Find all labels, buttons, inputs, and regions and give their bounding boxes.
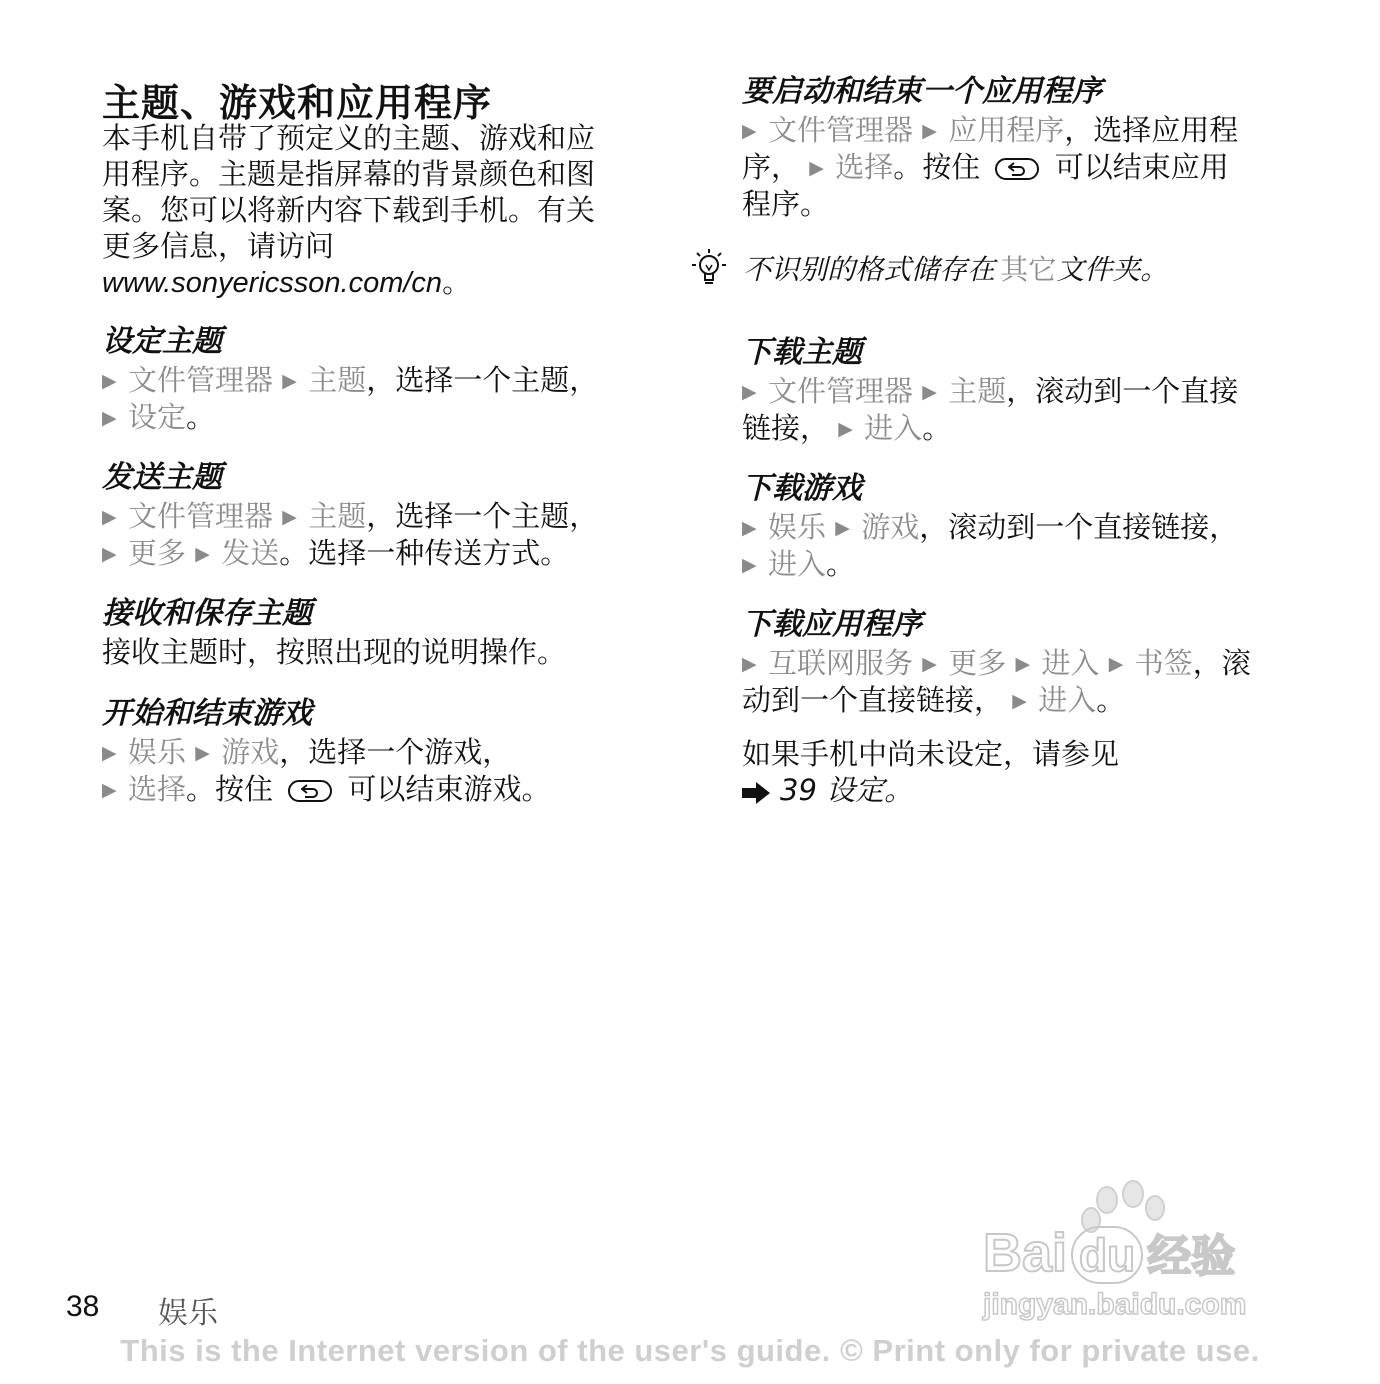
- instruction-line: [742, 682, 1302, 719]
- menu-arrow-icon: ▶: [1108, 653, 1124, 675]
- menu-arrow-icon: ▶: [102, 407, 117, 429]
- intro-line-2: 用程序。主题是指屏幕的背景颜色和图: [102, 157, 596, 191]
- settings-reference-link[interactable]: 39 设定。: [780, 773, 914, 807]
- section-heading: 下载应用程序: [742, 607, 922, 642]
- menu-item: 文件管理器: [128, 363, 274, 397]
- instruction-text: ，选择应用程: [1064, 113, 1239, 147]
- intro-line-4: 更多信息，请访问: [102, 229, 335, 263]
- settings-note: [742, 736, 1302, 812]
- tip-folder: 其它: [1000, 253, 1057, 286]
- menu-item: 游戏: [221, 735, 280, 769]
- instruction-line: 接收主题时，按照出现的说明操作。: [102, 635, 567, 669]
- instruction-line: [102, 498, 662, 535]
- back-key-icon: [995, 158, 1039, 180]
- menu-arrow-icon: ▶: [809, 157, 824, 179]
- menu-item: 主题: [308, 363, 367, 397]
- menu-arrow-icon: ▶: [742, 120, 757, 142]
- instruction-line: [102, 362, 662, 399]
- section-heading: 接收和保存主题: [102, 596, 312, 631]
- watermark-suffix: 经验: [1147, 1232, 1236, 1281]
- menu-arrow-icon: ▶: [102, 742, 117, 764]
- section-heading: 要启动和结束一个应用程序: [742, 74, 1102, 109]
- section-heading: 发送主题: [102, 460, 222, 495]
- menu-arrow-icon: ▶: [835, 517, 850, 539]
- menu-item: 娱乐: [768, 510, 827, 544]
- menu-item: 娱乐: [128, 735, 187, 769]
- footer-notice: This is the Internet version of the user's guide. © Print only for private use.: [120, 1333, 1260, 1368]
- instruction-text: 可以结束游戏。: [347, 772, 551, 806]
- menu-item: 主题: [948, 374, 1007, 408]
- website-link[interactable]: www.sonyericsson.com/cn: [102, 267, 443, 299]
- menu-item: 进入: [864, 411, 923, 445]
- tip-note: [686, 245, 1168, 291]
- instruction-text: 可以结束应用: [1054, 150, 1229, 184]
- menu-arrow-icon: ▶: [195, 543, 210, 565]
- intro-url-line: [102, 264, 662, 301]
- menu-item: 进入: [1038, 683, 1097, 717]
- lightbulb-icon: [686, 245, 732, 291]
- menu-item: 书签: [1134, 646, 1193, 680]
- tip-text: 文件夹。: [1056, 253, 1169, 286]
- menu-item: 文件管理器: [128, 499, 274, 533]
- menu-item: 更多: [948, 646, 1007, 680]
- instruction-text: 。: [1096, 683, 1126, 717]
- instruction-text: ，选择一个主题，: [366, 499, 599, 533]
- menu-arrow-icon: ▶: [838, 418, 853, 440]
- section-applications: [742, 72, 1302, 222]
- menu-item: 互联网服务: [768, 646, 914, 680]
- menu-item: 文件管理器: [768, 374, 914, 408]
- instruction-text: ，滚: [1192, 646, 1251, 680]
- instruction-text: 。: [922, 411, 952, 445]
- menu-arrow-icon: ▶: [282, 506, 297, 528]
- instruction-text: ，滚动到一个直接链接，: [919, 510, 1239, 544]
- menu-arrow-icon: ▶: [282, 370, 297, 392]
- instruction-line: [102, 399, 662, 436]
- tip-text: 不识别的格式储存在: [743, 253, 996, 286]
- menu-arrow-icon: ▶: [195, 742, 210, 764]
- instruction-line: [742, 373, 1302, 410]
- menu-item: 选择: [128, 772, 187, 806]
- instruction-line: [742, 112, 1302, 149]
- instruction-text: 序，: [742, 150, 801, 184]
- menu-arrow-icon: ▶: [922, 381, 937, 403]
- menu-arrow-icon: ▶: [102, 506, 117, 528]
- instruction-text: 。: [826, 547, 856, 581]
- menu-item: 选择: [835, 150, 894, 184]
- page-number: 38: [66, 1290, 100, 1323]
- menu-arrow-icon: ▶: [742, 381, 757, 403]
- section-download-game: [742, 469, 1302, 583]
- menu-item: 文件管理器: [768, 113, 914, 147]
- menu-item: 更多: [128, 536, 187, 570]
- watermark-brand-paw: du: [1071, 1226, 1143, 1284]
- intro-line-3: 案。您可以将新内容下载到手机。有关: [102, 193, 596, 227]
- page-section-name: 娱乐: [158, 1296, 218, 1331]
- section-games: [102, 694, 662, 808]
- instruction-text: 链接，: [742, 411, 830, 445]
- section-heading: 下载游戏: [742, 471, 862, 506]
- menu-item: 进入: [1041, 646, 1100, 680]
- section-heading: 设定主题: [102, 324, 222, 359]
- menu-arrow-icon: ▶: [922, 653, 937, 675]
- menu-item: 设定: [128, 400, 187, 434]
- section-download-theme: [742, 333, 1302, 447]
- menu-arrow-icon: ▶: [742, 554, 757, 576]
- settings-note-text: 如果手机中尚未设定，请参见: [742, 737, 1120, 771]
- back-key-icon: [288, 780, 332, 802]
- menu-arrow-icon: ▶: [742, 653, 757, 675]
- instruction-text: 。: [186, 400, 216, 434]
- intro-paragraph: [102, 120, 662, 301]
- instruction-text: 。按住: [186, 772, 274, 806]
- menu-arrow-icon: ▶: [102, 543, 117, 565]
- baidu-watermark: [975, 1180, 1295, 1330]
- menu-arrow-icon: ▶: [102, 779, 117, 801]
- instruction-text: ，选择一个主题，: [366, 363, 599, 397]
- reference-arrow-icon: [742, 776, 770, 812]
- instruction-line: [742, 410, 1302, 447]
- menu-item: 发送: [221, 536, 280, 570]
- settings-reference-line: [742, 772, 1302, 812]
- instruction-line: [102, 734, 662, 771]
- watermark-brand: Bai: [983, 1223, 1068, 1283]
- instruction-line: [742, 645, 1302, 682]
- menu-arrow-icon: ▶: [922, 120, 937, 142]
- instruction-line: [742, 509, 1302, 546]
- instruction-text: ，滚动到一个直接: [1006, 374, 1239, 408]
- instruction-line: [742, 149, 1302, 186]
- instruction-text: 动到一个直接链接，: [742, 683, 1004, 717]
- intro-url-end: 。: [442, 265, 472, 299]
- instruction-text: ，选择一个游戏，: [279, 735, 512, 769]
- menu-item: 应用程序: [948, 113, 1065, 147]
- instruction-line: 程序。: [742, 187, 830, 221]
- menu-arrow-icon: ▶: [1015, 653, 1031, 675]
- watermark-url: jingyan.baidu.com: [983, 1288, 1247, 1321]
- instruction-line: [102, 535, 662, 572]
- page-title: 主题、游戏和应用程序: [102, 81, 493, 125]
- menu-item: 游戏: [861, 510, 920, 544]
- menu-arrow-icon: ▶: [102, 370, 117, 392]
- menu-item: 主题: [308, 499, 367, 533]
- intro-line-1: 本手机自带了预定义的主题、游戏和应: [102, 121, 596, 155]
- section-set-theme: [102, 322, 662, 436]
- instruction-line: [742, 546, 1302, 583]
- section-send-theme: [102, 458, 662, 572]
- section-heading: 下载主题: [742, 335, 862, 370]
- menu-arrow-icon: ▶: [1012, 690, 1027, 712]
- section-heading: 开始和结束游戏: [102, 696, 312, 731]
- instruction-text: 。按住: [893, 150, 981, 184]
- instruction-line: [102, 771, 662, 808]
- section-download-app: [742, 605, 1302, 719]
- menu-arrow-icon: ▶: [742, 517, 757, 539]
- instruction-text: 。选择一种传送方式。: [279, 536, 570, 570]
- section-receive-theme: [102, 594, 662, 670]
- menu-item: 进入: [768, 547, 827, 581]
